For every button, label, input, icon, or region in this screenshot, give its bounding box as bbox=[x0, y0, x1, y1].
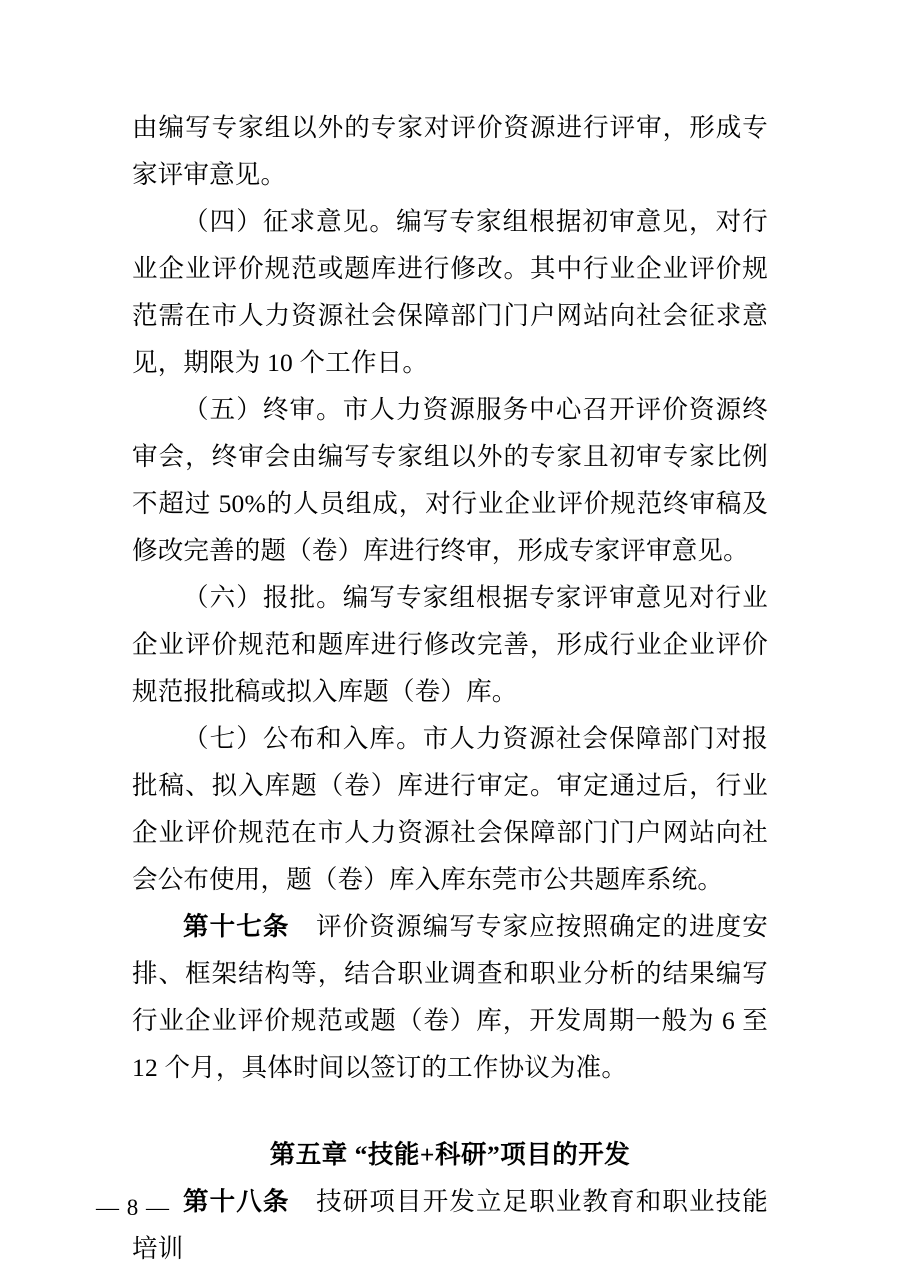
paragraph-item-7: （七）公布和入库。市人力资源社会保障部门对报批稿、拟入库题（卷）库进行审定。审定通过后，行业企业评价规范在市人力资源社会保障部门门户网站向社会公布使用，题（卷）库入库东莞市公共题库系统。 bbox=[132, 724, 768, 894]
chapter-5-heading: 第五章 “技能+科研”项目的开发 bbox=[269, 1140, 631, 1169]
article-17-label: 第十七条 bbox=[183, 912, 290, 941]
page-number: — 8 — bbox=[96, 1195, 170, 1220]
article-17-text: 评价资源编写专家应按照确定的进度安排、框架结构等，结合职业调查和职业分析的结果编写行业企业评价规范或题（卷）库，开发周期一般为 6 至 12 个月，具体时间以签订的工作协议为准。 bbox=[132, 912, 768, 1082]
paragraph-article-17 bbox=[132, 903, 768, 1091]
paragraph-item-5: （五）终审。市人力资源服务中心召开评价资源终审会，终审会由编写专家组以外的专家且初审专家比例不超过 50%的人员组成，对行业企业评价规范终审稿及修改完善的题（卷）库进行终审，形成专家评审意见。 bbox=[132, 395, 768, 565]
paragraph-item-4: （四）征求意见。编写专家组根据初审意见，对行业企业评价规范或题库进行修改。其中行业企业评价规范需在市人力资源社会保障部门门户网站向社会征求意见，期限为 10 个工作日。 bbox=[132, 207, 768, 377]
paragraph-item-6: （六）报批。编写专家组根据专家评审意见对行业企业评价规范和题库进行修改完善，形成行业企业评价规范报批稿或拟入库题（卷）库。 bbox=[132, 583, 768, 706]
article-18-label: 第十八条 bbox=[183, 1187, 290, 1216]
document-body bbox=[132, 104, 768, 1272]
paragraph-article-18 bbox=[132, 1178, 768, 1272]
article-18-text: 技研项目开发立足职业教育和职业技能培训 bbox=[132, 1187, 768, 1263]
paragraph-continued: 由编写专家组以外的专家对评价资源进行评审，形成专家评审意见。 bbox=[132, 113, 768, 189]
